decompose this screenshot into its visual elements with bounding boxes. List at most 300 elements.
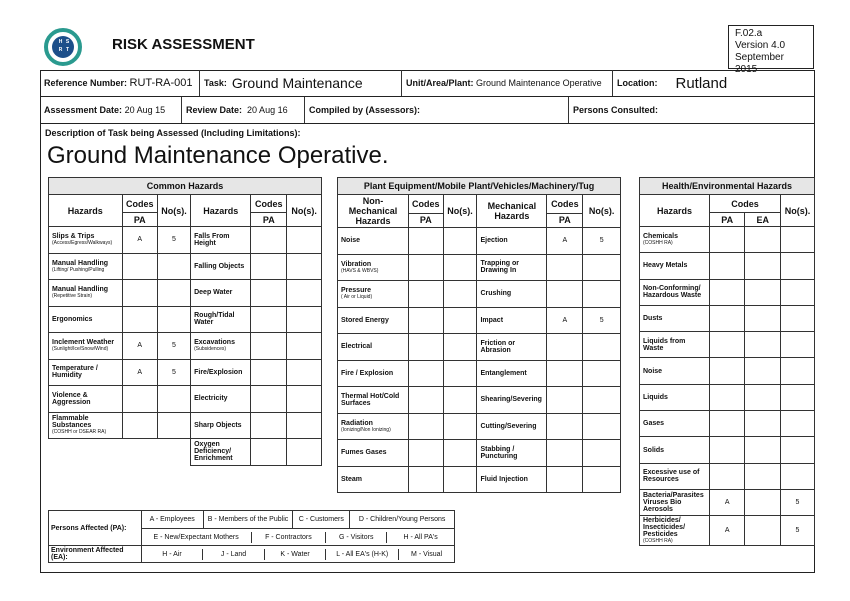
unit-value: Ground Maintenance Operative xyxy=(476,78,602,88)
logo-letter: R xyxy=(58,47,63,53)
ea-code-cell[interactable] xyxy=(745,411,781,437)
hazard-name: Radiation xyxy=(341,419,373,427)
pa-code-cell[interactable]: A xyxy=(122,333,157,360)
pa-code-cell[interactable] xyxy=(547,440,583,467)
nos-cell[interactable] xyxy=(443,466,477,493)
compiled-label: Compiled by (Assessors): xyxy=(309,105,421,115)
col-codes: Codes xyxy=(409,195,444,214)
hazard-name-cell xyxy=(191,333,251,360)
nos-cell[interactable] xyxy=(583,360,621,387)
nos-cell[interactable] xyxy=(287,280,322,307)
hazard-name-cell xyxy=(477,387,547,414)
pa-code-cell[interactable]: A xyxy=(709,516,745,546)
hazard-name-cell xyxy=(640,358,710,384)
table-row xyxy=(640,489,815,515)
hazard-name-cell xyxy=(477,466,547,493)
ea-code-cell[interactable] xyxy=(745,253,781,279)
nos-cell[interactable] xyxy=(443,307,477,334)
hazard-note: (Ionizing/Non Ionizing) xyxy=(341,426,391,433)
hazard-name: Steam xyxy=(341,475,363,483)
hazard-name: Fumes Gases xyxy=(341,449,387,457)
hazard-name-cell xyxy=(191,253,251,280)
col-hazards: Hazards xyxy=(49,195,123,227)
form-code: F.02.a xyxy=(735,28,763,39)
hazard-name-cell xyxy=(49,386,123,413)
col-pa: PA xyxy=(251,213,287,227)
pa-legend-item: H - All PA's xyxy=(403,533,438,541)
hazard-name-cell xyxy=(640,279,710,305)
col-codes: Codes xyxy=(122,195,157,213)
hazard-name-cell xyxy=(640,463,710,489)
hazard-name-cell xyxy=(49,412,123,439)
hazard-name: Fire / Explosion xyxy=(341,369,394,377)
pa-code-cell[interactable] xyxy=(251,386,287,413)
hazard-note: (COSHH RA) xyxy=(643,538,673,545)
nos-cell[interactable] xyxy=(443,440,477,467)
table-row xyxy=(640,279,815,305)
hazard-note: (Repetitive Strain) xyxy=(52,293,93,300)
plant-hazards-table xyxy=(337,177,621,493)
hazard-name: Impact xyxy=(480,316,504,324)
hazard-name-cell xyxy=(338,360,409,387)
table-row xyxy=(640,411,815,437)
hazard-name: Fire/Explosion xyxy=(194,368,243,376)
pa-code-cell[interactable]: A xyxy=(547,228,583,255)
table-row xyxy=(338,307,621,334)
hazard-name: Trapping or Drawing In xyxy=(480,260,519,275)
pa-code-cell[interactable] xyxy=(709,279,745,305)
hazard-name: Deep Water xyxy=(194,289,233,297)
hazard-name-cell xyxy=(191,439,251,466)
pa-code-cell[interactable] xyxy=(709,253,745,279)
nos-cell[interactable] xyxy=(583,440,621,467)
pa-code-cell[interactable] xyxy=(409,440,444,467)
hazard-name: Pressure xyxy=(341,287,371,295)
pa-code-cell[interactable] xyxy=(251,227,287,254)
hazard-name: Solids xyxy=(643,446,665,454)
hazard-name: Friction or Abrasion xyxy=(480,339,516,354)
common-hazards-title: Common Hazards xyxy=(49,178,322,195)
hazard-name: Bacteria/Parasites Viruses Bio Aerosols xyxy=(643,492,704,514)
hazard-name-cell xyxy=(338,281,409,308)
hazard-name-cell xyxy=(477,254,547,281)
hazard-name: Stored Energy xyxy=(341,316,389,324)
legend-table xyxy=(48,510,455,563)
hazard-name: Flammable Substances xyxy=(52,415,92,430)
pa-code-cell[interactable] xyxy=(709,305,745,331)
ea-code-cell[interactable] xyxy=(745,227,781,253)
nos-cell[interactable] xyxy=(287,253,322,280)
common-hazards-table xyxy=(48,177,322,466)
pa-code-cell[interactable] xyxy=(251,412,287,439)
review-date-label: Review Date: xyxy=(186,105,243,115)
hazard-name-cell xyxy=(640,332,710,358)
hazard-name-cell xyxy=(640,305,710,331)
pa-code-cell[interactable] xyxy=(122,386,157,413)
hazard-name: Excavations xyxy=(194,339,235,347)
table-row xyxy=(49,333,322,360)
pa-code-cell[interactable] xyxy=(547,413,583,440)
table-row xyxy=(49,439,322,466)
pa-legend-item: D - Children/Young Persons xyxy=(350,511,455,529)
hazard-name-cell xyxy=(640,384,710,410)
hazard-name-cell xyxy=(640,253,710,279)
ea-legend-item: L - All EA's (H-K) xyxy=(326,549,399,560)
nos-cell[interactable] xyxy=(583,387,621,414)
hazard-name-cell xyxy=(191,306,251,333)
hazard-note: ( Air or Liquid) xyxy=(341,294,373,301)
pa-code-cell[interactable] xyxy=(709,332,745,358)
table-row xyxy=(338,440,621,467)
hazard-name: Electricity xyxy=(194,395,228,403)
ea-code-cell[interactable] xyxy=(745,489,781,515)
nos-cell[interactable] xyxy=(443,387,477,414)
pa-code-cell[interactable] xyxy=(122,280,157,307)
table-row xyxy=(49,280,322,307)
table-row xyxy=(640,463,815,489)
hazard-name: Manual Handling xyxy=(52,259,108,267)
review-date-value: 20 Aug 16 xyxy=(247,105,288,115)
hazard-name-cell xyxy=(477,334,547,361)
page-title: RISK ASSESSMENT xyxy=(112,36,255,53)
pa-code-cell[interactable]: A xyxy=(122,359,157,386)
hazard-name: Oxygen Deficiency/ Enrichment xyxy=(194,441,233,463)
form-date: September 2015 xyxy=(735,52,784,75)
table-row xyxy=(49,359,322,386)
nos-cell[interactable] xyxy=(781,305,815,331)
pa-code-cell[interactable] xyxy=(547,254,583,281)
hazard-name-cell xyxy=(338,440,409,467)
ea-code-cell[interactable] xyxy=(745,437,781,463)
hazard-name-cell xyxy=(477,440,547,467)
pa-code-cell[interactable] xyxy=(709,463,745,489)
col-hazards: Hazards xyxy=(640,195,710,227)
pa-legend-item: F - Contractors xyxy=(252,532,327,543)
nos-cell[interactable]: 5 xyxy=(781,489,815,515)
ea-legend-item: K - Water xyxy=(265,549,327,560)
nos-cell[interactable] xyxy=(287,439,322,466)
location-label: Location: xyxy=(617,78,658,88)
hazard-name: Noise xyxy=(341,237,361,245)
col-codes: Codes xyxy=(547,195,583,214)
description-value: Ground Maintenance Operative. xyxy=(47,142,389,169)
table-row xyxy=(49,386,322,413)
pa-legend-item: G - Visitors xyxy=(326,532,387,543)
info-row-2 xyxy=(40,97,815,124)
hazard-name-cell xyxy=(191,386,251,413)
ea-code-cell[interactable] xyxy=(745,463,781,489)
col-nos: No(s). xyxy=(287,195,322,227)
nos-cell[interactable] xyxy=(583,466,621,493)
ea-code-cell[interactable] xyxy=(745,305,781,331)
table-row xyxy=(49,227,322,254)
pa-code-cell[interactable] xyxy=(122,253,157,280)
hazard-note: (Access/Egress/Walkways) xyxy=(52,240,113,247)
pa-code-cell[interactable] xyxy=(122,306,157,333)
table-row xyxy=(338,281,621,308)
persons-consulted-label: Persons Consulted: xyxy=(573,105,659,115)
hazard-name-cell xyxy=(640,227,710,253)
nos-cell[interactable] xyxy=(781,332,815,358)
ea-code-cell[interactable] xyxy=(745,384,781,410)
nos-cell[interactable]: 5 xyxy=(781,516,815,546)
table-row xyxy=(640,516,815,546)
hazard-name: Thermal Hot/Cold Surfaces xyxy=(341,392,400,407)
hazard-name-cell xyxy=(49,280,123,307)
hazard-name-cell xyxy=(477,413,547,440)
table-row xyxy=(640,227,815,253)
col-nos: No(s). xyxy=(583,195,621,228)
nos-cell[interactable]: 5 xyxy=(583,307,621,334)
col-codes: Codes xyxy=(251,195,287,213)
hazard-name: Liquids from Waste xyxy=(643,337,686,352)
nos-cell[interactable] xyxy=(781,279,815,305)
hazard-name-cell xyxy=(191,412,251,439)
logo-letter: T xyxy=(65,47,70,53)
table-row xyxy=(338,254,621,281)
table-row xyxy=(640,437,815,463)
hazard-name: Heavy Metals xyxy=(643,262,688,270)
hazard-name: Vibration xyxy=(341,260,372,268)
info-row-1 xyxy=(40,70,815,97)
hazard-name: Excessive use of Resources xyxy=(643,469,700,484)
unit-label: Unit/Area/Plant: xyxy=(406,78,474,88)
pa-code-cell[interactable] xyxy=(547,334,583,361)
ea-code-cell[interactable] xyxy=(745,279,781,305)
nos-cell[interactable] xyxy=(781,384,815,410)
table-row xyxy=(338,413,621,440)
hazard-name-cell xyxy=(338,307,409,334)
pa-code-cell[interactable] xyxy=(251,333,287,360)
table-row xyxy=(338,228,621,255)
ea-legend-label: Environment Affected (EA): xyxy=(49,546,142,563)
hazard-name-cell xyxy=(191,359,251,386)
col-pa: PA xyxy=(122,213,157,227)
pa-code-cell[interactable] xyxy=(409,334,444,361)
logo-letter: S xyxy=(65,39,70,45)
hazard-name-cell xyxy=(640,437,710,463)
ea-legend-item: M - Visual xyxy=(411,550,443,558)
table-row xyxy=(640,358,815,384)
hazard-name: Falling Objects xyxy=(194,262,245,270)
pa-code-cell[interactable] xyxy=(409,228,444,255)
hazard-name: Slips & Trips xyxy=(52,233,95,241)
nos-cell[interactable] xyxy=(287,306,322,333)
col-non-mechanical: Non-Mechanical Hazards xyxy=(338,195,409,228)
nos-cell[interactable] xyxy=(583,413,621,440)
nos-cell[interactable] xyxy=(781,227,815,253)
ea-legend-item: H - Air xyxy=(142,549,204,560)
hazard-name-cell xyxy=(338,413,409,440)
nos-cell[interactable] xyxy=(287,333,322,360)
ref-value: RUT-RA-001 xyxy=(129,77,193,89)
hazard-note: (Sunlight/Ice/Snow/Wind) xyxy=(52,346,109,353)
table-row xyxy=(338,387,621,414)
pa-code-cell[interactable] xyxy=(409,360,444,387)
pa-code-cell[interactable] xyxy=(409,466,444,493)
nos-cell[interactable] xyxy=(583,281,621,308)
nos-cell[interactable] xyxy=(443,334,477,361)
hazard-name: Inclement Weather xyxy=(52,339,115,347)
nos-cell[interactable] xyxy=(781,358,815,384)
nos-cell[interactable] xyxy=(157,412,190,439)
nos-cell[interactable] xyxy=(781,253,815,279)
pa-code-cell[interactable] xyxy=(547,360,583,387)
hazard-note: (HAVS & WBVS) xyxy=(341,267,379,274)
nos-cell[interactable] xyxy=(443,228,477,255)
health-hazards-title: Health/Environmental Hazards xyxy=(640,178,815,195)
pa-code-cell[interactable] xyxy=(409,281,444,308)
nos-cell[interactable] xyxy=(157,280,190,307)
pa-code-cell[interactable] xyxy=(709,437,745,463)
nos-cell[interactable] xyxy=(287,412,322,439)
pa-code-cell[interactable] xyxy=(251,253,287,280)
pa-legend-item: B - Members of the Public xyxy=(203,511,293,529)
hazard-name: Stabbing / Puncturing xyxy=(480,445,518,460)
hazard-name: Electrical xyxy=(341,343,373,351)
assess-date-label: Assessment Date: xyxy=(44,105,123,115)
hazard-name-cell xyxy=(49,306,123,333)
col-hazards: Hazards xyxy=(191,195,251,227)
hazard-name-cell xyxy=(49,333,123,360)
description-label: Description of Task being Assessed (Including Limitations): xyxy=(45,128,301,138)
pa-code-cell[interactable] xyxy=(547,281,583,308)
ea-code-cell[interactable] xyxy=(745,332,781,358)
pa-legend-label: Persons Affected (PA): xyxy=(49,511,142,546)
nos-cell[interactable] xyxy=(781,411,815,437)
nos-cell[interactable] xyxy=(157,386,190,413)
pa-code-cell[interactable] xyxy=(709,227,745,253)
pa-code-cell[interactable] xyxy=(709,384,745,410)
pa-code-cell[interactable] xyxy=(122,412,157,439)
table-row xyxy=(49,412,322,439)
pa-code-cell[interactable] xyxy=(709,358,745,384)
hazard-name-cell xyxy=(338,387,409,414)
task-label: Task: xyxy=(204,78,227,88)
table-row xyxy=(49,253,322,280)
nos-cell[interactable]: 5 xyxy=(157,227,190,254)
hazard-name-cell xyxy=(338,334,409,361)
pa-legend-item: A - Employees xyxy=(141,511,203,529)
nos-cell[interactable] xyxy=(443,413,477,440)
pa-code-cell[interactable] xyxy=(409,254,444,281)
hazard-name: Gases xyxy=(643,420,665,428)
task-value: Ground Maintenance xyxy=(231,75,363,91)
logo xyxy=(44,28,82,66)
form-version-box xyxy=(728,25,814,75)
hazard-name: Herbicides/ Insecticides/ Pesticides xyxy=(643,517,686,539)
nos-cell[interactable] xyxy=(443,281,477,308)
nos-cell[interactable] xyxy=(583,334,621,361)
hazard-name-cell xyxy=(191,280,251,307)
hazard-name: Dusts xyxy=(643,315,663,323)
form-version: Version 4.0 xyxy=(735,40,786,51)
col-ea: EA xyxy=(745,213,781,227)
pa-code-cell[interactable] xyxy=(547,466,583,493)
ref-label: Reference Number: xyxy=(44,78,128,88)
ea-code-cell[interactable] xyxy=(745,358,781,384)
hazard-name-cell xyxy=(477,281,547,308)
pa-code-cell[interactable] xyxy=(251,359,287,386)
pa-code-cell[interactable] xyxy=(409,307,444,334)
hazard-name-cell xyxy=(49,359,123,386)
nos-cell[interactable]: 5 xyxy=(583,228,621,255)
col-nos: No(s). xyxy=(781,195,815,227)
col-pa: PA xyxy=(709,213,745,227)
nos-cell[interactable] xyxy=(781,463,815,489)
pa-code-cell[interactable]: A xyxy=(122,227,157,254)
nos-cell[interactable] xyxy=(781,437,815,463)
plant-hazards-title: Plant Equipment/Mobile Plant/Vehicles/Machinery/Tug xyxy=(338,178,621,195)
location-value: Rutland xyxy=(675,74,728,92)
table-row xyxy=(640,305,815,331)
pa-code-cell[interactable] xyxy=(409,387,444,414)
nos-cell[interactable] xyxy=(287,227,322,254)
hazard-name: Ergonomics xyxy=(52,315,93,323)
hazard-name: Shearing/Severing xyxy=(480,396,542,404)
table-row xyxy=(640,384,815,410)
pa-legend-item: E - New/Expectant Mothers xyxy=(142,532,252,543)
nos-cell[interactable] xyxy=(287,359,322,386)
pa-code-cell[interactable] xyxy=(409,413,444,440)
pa-code-cell[interactable] xyxy=(547,387,583,414)
hazard-note: (Lifting/ Pushing/Pulling xyxy=(52,266,105,273)
col-nos: No(s). xyxy=(443,195,477,228)
pa-code-cell[interactable] xyxy=(251,280,287,307)
nos-cell[interactable] xyxy=(583,254,621,281)
hazard-name-cell xyxy=(640,489,710,515)
hazard-name-cell xyxy=(338,466,409,493)
hazard-name: Chemicals xyxy=(643,233,679,241)
hazard-name: Sharp Objects xyxy=(194,421,242,429)
hazard-name: Rough/Tidal Water xyxy=(194,312,235,327)
pa-code-cell[interactable] xyxy=(709,411,745,437)
hazard-name: Liquids xyxy=(643,393,668,401)
nos-cell[interactable]: 5 xyxy=(157,333,190,360)
hazard-name: Manual Handling xyxy=(52,286,108,294)
hazard-name-cell xyxy=(477,360,547,387)
hazard-name-cell xyxy=(338,254,409,281)
nos-cell[interactable] xyxy=(443,360,477,387)
hazard-name-cell xyxy=(338,228,409,255)
pa-code-cell[interactable] xyxy=(251,439,287,466)
nos-cell[interactable] xyxy=(157,253,190,280)
hazard-name-cell xyxy=(49,227,123,254)
assess-date-value: 20 Aug 15 xyxy=(124,105,166,115)
pa-legend-item: C - Customers xyxy=(293,511,350,529)
col-pa: PA xyxy=(547,213,583,227)
hazard-name: Falls From Height xyxy=(194,232,230,247)
health-hazards-table xyxy=(639,177,815,546)
col-nos: No(s). xyxy=(157,195,190,227)
col-codes: Codes xyxy=(709,195,780,213)
pa-code-cell[interactable]: A xyxy=(709,489,745,515)
hazard-name-cell xyxy=(477,307,547,334)
pa-code-cell[interactable] xyxy=(251,306,287,333)
hazard-name-cell xyxy=(640,516,710,546)
hazard-name-cell xyxy=(191,227,251,254)
hazard-name: Non-Conforming/ Hazardous Waste xyxy=(643,285,702,300)
nos-cell[interactable] xyxy=(443,254,477,281)
nos-cell[interactable] xyxy=(287,386,322,413)
table-row xyxy=(338,466,621,493)
col-mechanical: Mechanical Hazards xyxy=(477,195,547,228)
nos-cell[interactable]: 5 xyxy=(157,359,190,386)
ea-code-cell[interactable] xyxy=(745,516,781,546)
pa-code-cell[interactable]: A xyxy=(547,307,583,334)
nos-cell[interactable] xyxy=(157,306,190,333)
table-row xyxy=(49,306,322,333)
